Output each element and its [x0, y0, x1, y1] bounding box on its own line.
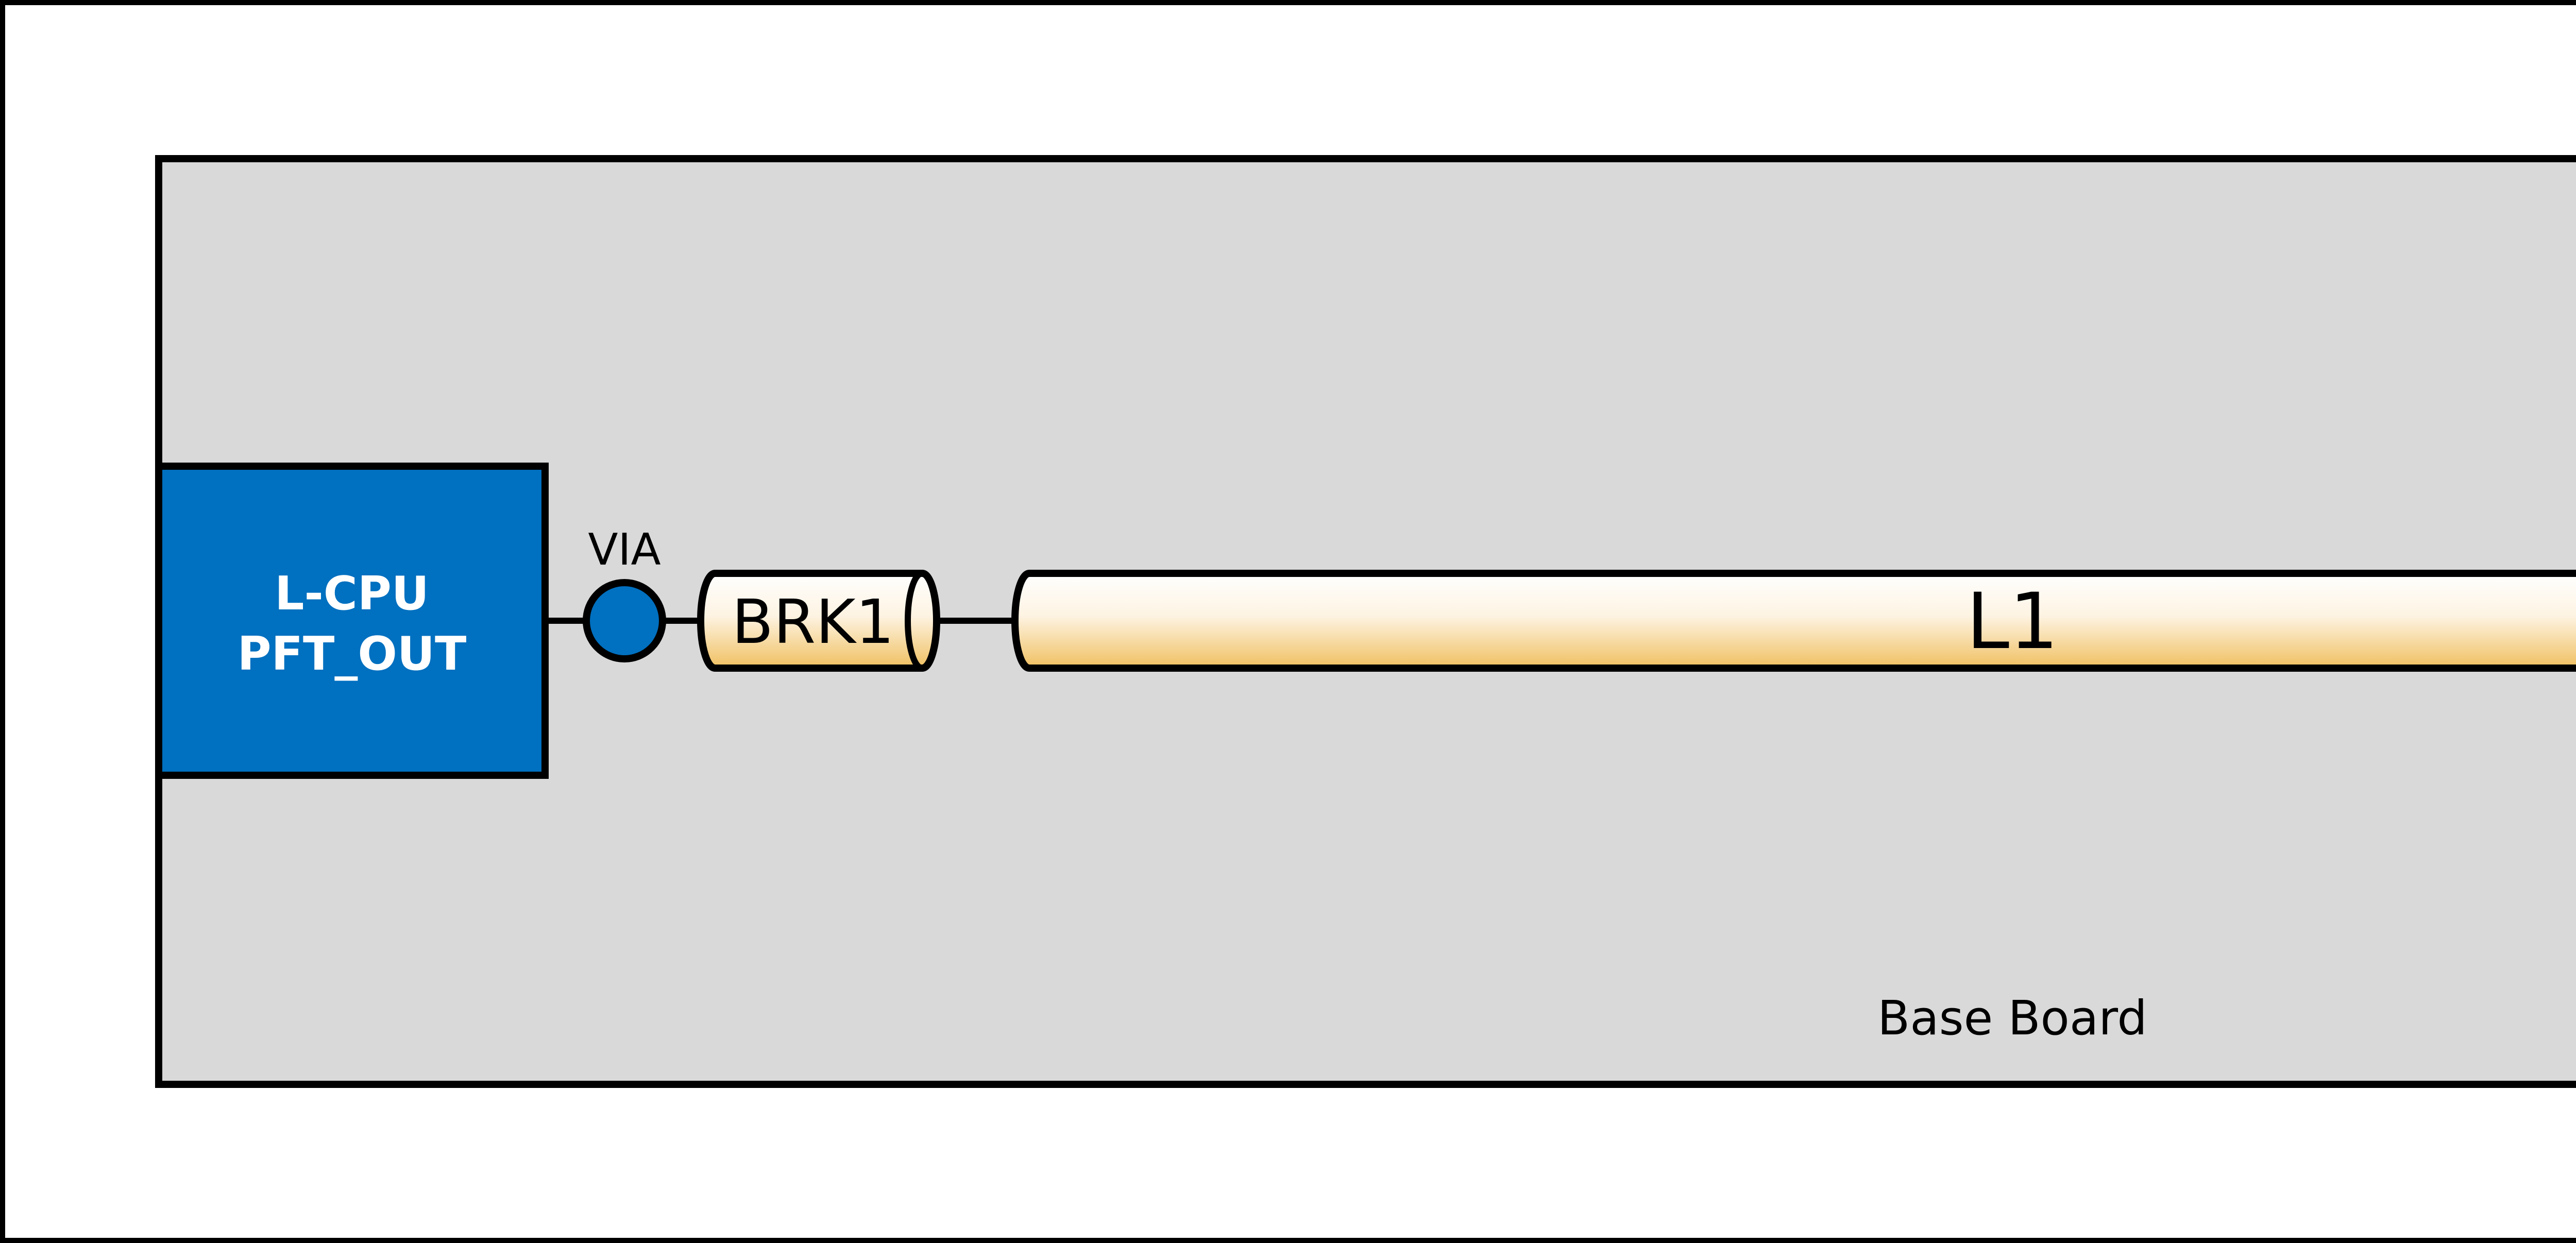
l1-label: L1: [1966, 577, 2059, 667]
left-component-line1: L-CPU: [275, 567, 429, 621]
left-via-label: VIA: [588, 524, 661, 575]
left-via: [586, 524, 663, 659]
left-cpu-component: [159, 466, 545, 775]
base-board-label: Base Board: [1877, 991, 2147, 1046]
left-component-line2: PFT_OUT: [237, 627, 467, 681]
brk1-label: BRK1: [732, 586, 894, 657]
l1-segment: [1015, 573, 2576, 668]
brk1-segment: [701, 573, 937, 668]
